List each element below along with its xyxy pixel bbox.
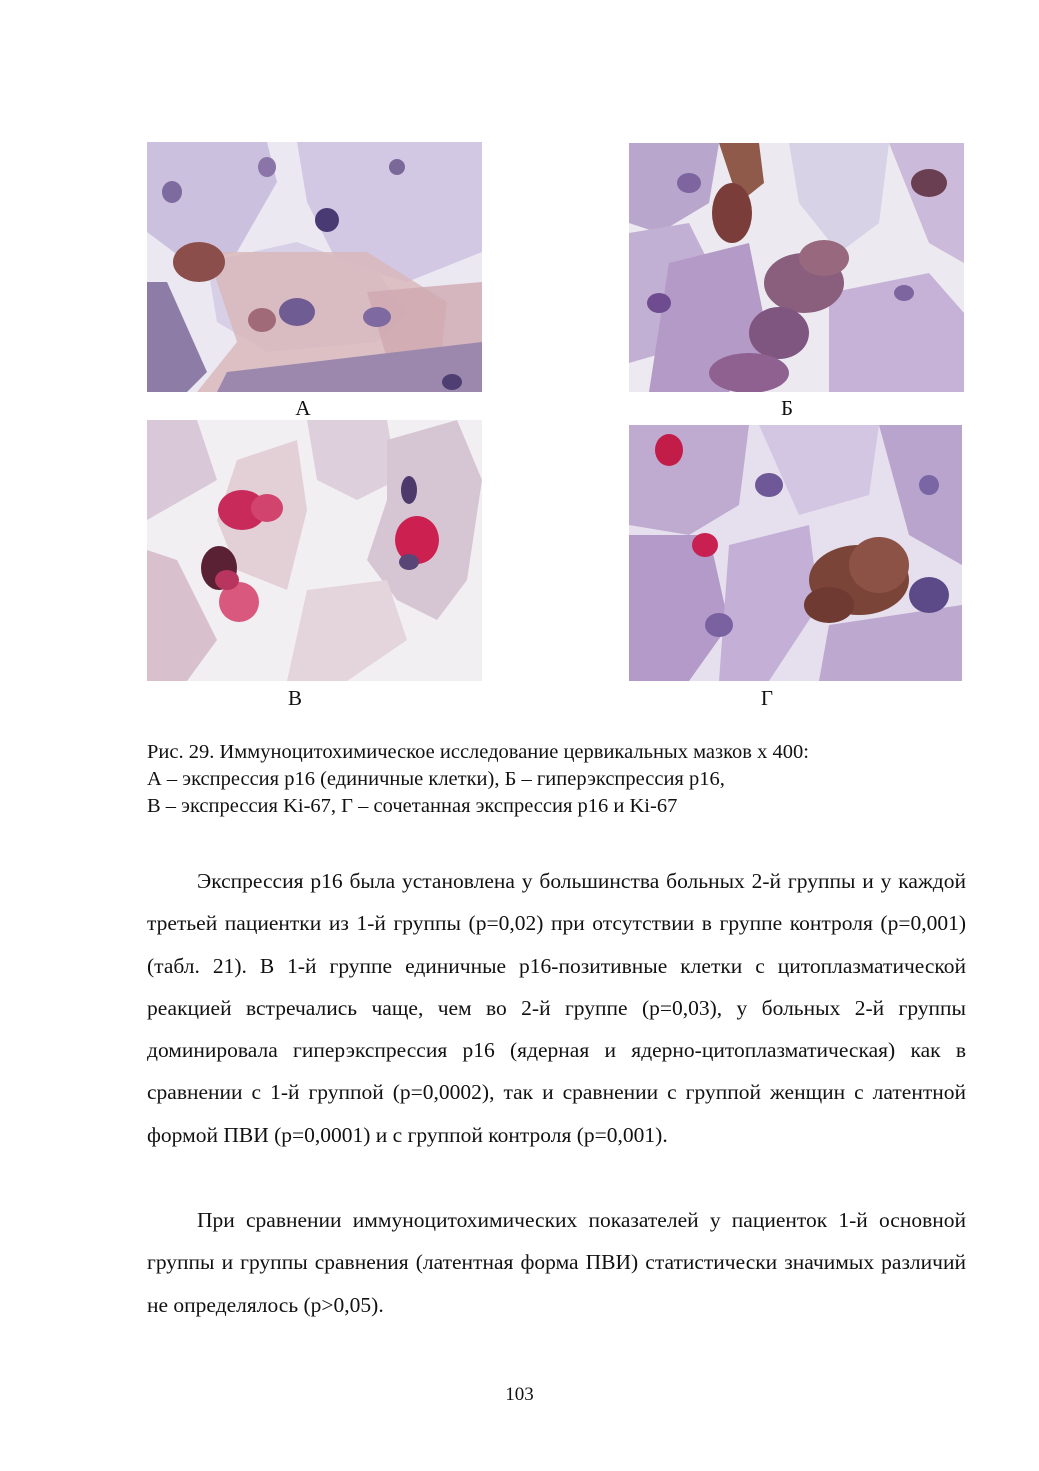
- figure-caption: [147, 739, 967, 820]
- panel-label-b: Б: [780, 396, 794, 420]
- micrograph-a: [147, 142, 482, 392]
- micrograph-b: [629, 143, 964, 392]
- body-paragraph: Экспрессия p16 была установлена у большинства больных 2-й группы и у каждой третьей пациентки из 1-й группы (р=0,02) при отсутствии в группе контроля (р=0,001) (табл. 21). В 1-й группе единичные p16-позитивные клетки с цитоплазматической реакцией встречались чаще, чем во 2-й группе (р=0,03), у больных 2-й группы доминировала гиперэкспрессия p16 (ядерная и ядерно-цитоплазматическая) как в сравнении с 1-й группой (р=0,0002), так и сравнении с группой женщин с латентной формой ПВИ (р=0,0001) и с группой контроля (р=0,001).: [147, 869, 966, 1147]
- caption-line: А – экспрессия p16 (единичные клетки), Б – гиперэкспрессия p16,: [147, 768, 725, 790]
- page-number: 103: [505, 1384, 534, 1405]
- body-paragraph: При сравнении иммуноцитохимических показателей у пациенток 1-й основной группы и группы сравнения (латентная форма ПВИ) статистически значимых различий не определялось (р>0,05).: [147, 1208, 966, 1317]
- panel-label-v: В: [287, 686, 302, 710]
- micrograph-g: [629, 425, 962, 681]
- panel-label-a: А: [295, 396, 311, 420]
- caption-line: В – экспрессия Ki-67, Г – сочетанная экспрессия p16 и Ki-67: [147, 795, 678, 817]
- panel-label-g: Г: [760, 686, 774, 710]
- caption-line: Рис. 29. Иммуноцитохимическое исследование цервикальных мазков х 400:: [147, 741, 809, 763]
- micrograph-v: [147, 420, 482, 681]
